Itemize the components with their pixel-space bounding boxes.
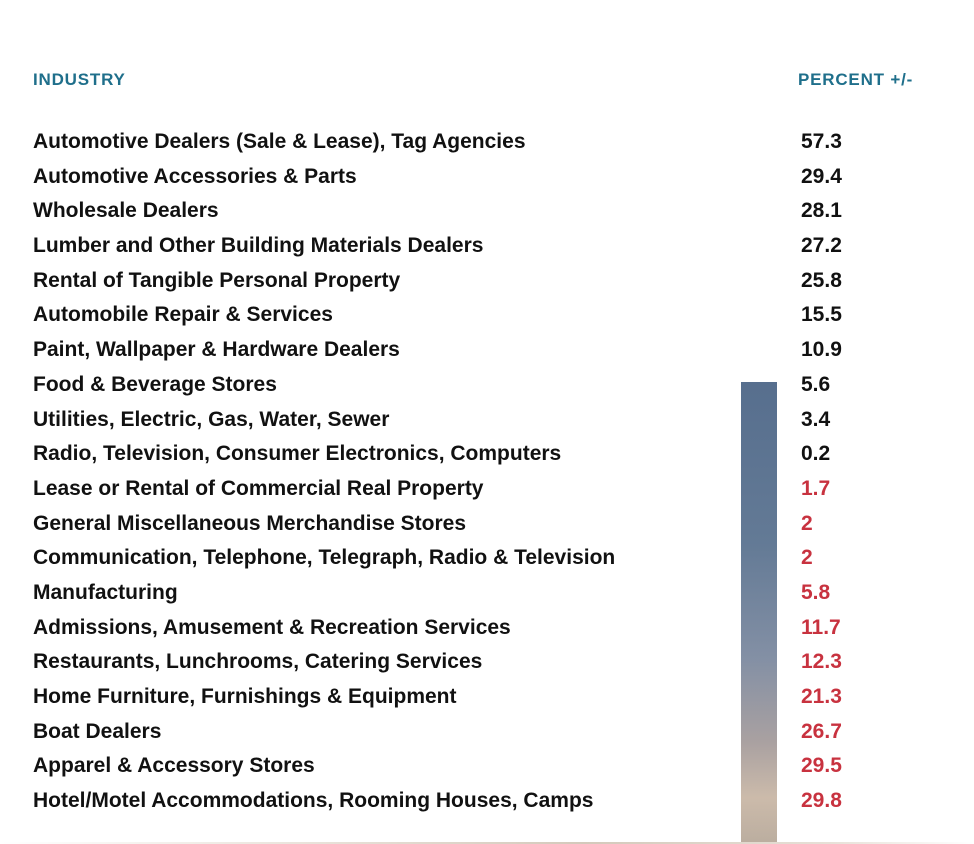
table-row <box>0 750 974 785</box>
industry-name: Automotive Accessories & Parts <box>33 164 357 188</box>
industry-column-header: INDUSTRY <box>33 70 126 89</box>
percent-change-value: 1.7 <box>801 476 831 500</box>
table-row <box>0 195 974 230</box>
percent-change-value: 57.3 <box>801 130 842 153</box>
percent-change-value: 27.2 <box>801 234 842 258</box>
percent-column-header: PERCENT +/- <box>798 70 914 89</box>
industry-name: Automobile Repair & Services <box>33 303 333 327</box>
industry-name: Communication, Telephone, Telegraph, Radio & Television <box>33 546 616 570</box>
table-row <box>0 473 974 508</box>
industry-name: Rental of Tangible Personal Property <box>33 268 401 292</box>
industry-name: Hotel/Motel Accommodations, Rooming Houses, Camps <box>33 789 594 813</box>
industry-name: Paint, Wallpaper & Hardware Dealers <box>33 338 400 362</box>
percent-change-value: 25.8 <box>801 268 842 292</box>
percent-change-value: 12.3 <box>801 650 842 674</box>
percent-change-value: 10.9 <box>801 338 842 362</box>
percent-change-value: 29.8 <box>801 789 842 813</box>
table-row <box>0 299 974 334</box>
table-row <box>0 542 974 577</box>
table-row <box>0 334 974 369</box>
percent-change-value: 3.4 <box>801 407 831 431</box>
percent-change-value: 15.5 <box>801 303 842 327</box>
industry-name: General Miscellaneous Merchandise Stores <box>33 511 467 535</box>
table-row <box>0 265 974 300</box>
percent-change-value: 29.5 <box>801 754 842 778</box>
table-row <box>0 404 974 439</box>
industry-name: Manufacturing <box>33 580 178 604</box>
table-row <box>0 230 974 265</box>
percent-change-value: 2 <box>801 511 813 535</box>
percent-change-value: 2 <box>801 546 813 570</box>
table-row <box>0 508 974 543</box>
industry-name: Lease or Rental of Commercial Real Property <box>33 476 484 500</box>
percent-change-value: 5.6 <box>801 372 831 396</box>
industry-name: Restaurants, Lunchrooms, Catering Services <box>33 650 483 674</box>
industry-table <box>0 126 974 820</box>
industry-name: Admissions, Amusement & Recreation Services <box>33 615 511 639</box>
table-row <box>0 646 974 681</box>
table-row <box>0 681 974 716</box>
industry-name: Radio, Television, Consumer Electronics, Computers <box>33 442 562 466</box>
table-row <box>0 577 974 612</box>
industry-name: Apparel & Accessory Stores <box>33 754 315 778</box>
percent-change-value: 5.8 <box>801 580 831 604</box>
percent-change-value: 26.7 <box>801 719 842 743</box>
percent-change-value: 21.3 <box>801 685 842 708</box>
table-header <box>0 70 974 92</box>
percent-change-value: 28.1 <box>801 199 842 223</box>
percent-change-value: 11.7 <box>801 615 841 639</box>
table-row <box>0 612 974 647</box>
percent-change-value: 29.4 <box>801 164 842 188</box>
table-row <box>0 716 974 751</box>
table-row <box>0 438 974 473</box>
percent-change-value: 0.2 <box>801 442 831 466</box>
industry-name: Utilities, Electric, Gas, Water, Sewer <box>33 407 390 431</box>
industry-name: Boat Dealers <box>33 719 162 743</box>
table-row <box>0 126 974 161</box>
industry-name: Automotive Dealers (Sale & Lease), Tag Agencies <box>33 130 526 153</box>
industry-name: Food & Beverage Stores <box>33 372 277 396</box>
table-row <box>0 785 974 820</box>
industry-name: Home Furniture, Furnishings & Equipment <box>33 685 457 708</box>
industry-name: Lumber and Other Building Materials Dealers <box>33 234 484 258</box>
table-row <box>0 369 974 404</box>
industry-name: Wholesale Dealers <box>33 199 219 223</box>
table-row <box>0 161 974 196</box>
